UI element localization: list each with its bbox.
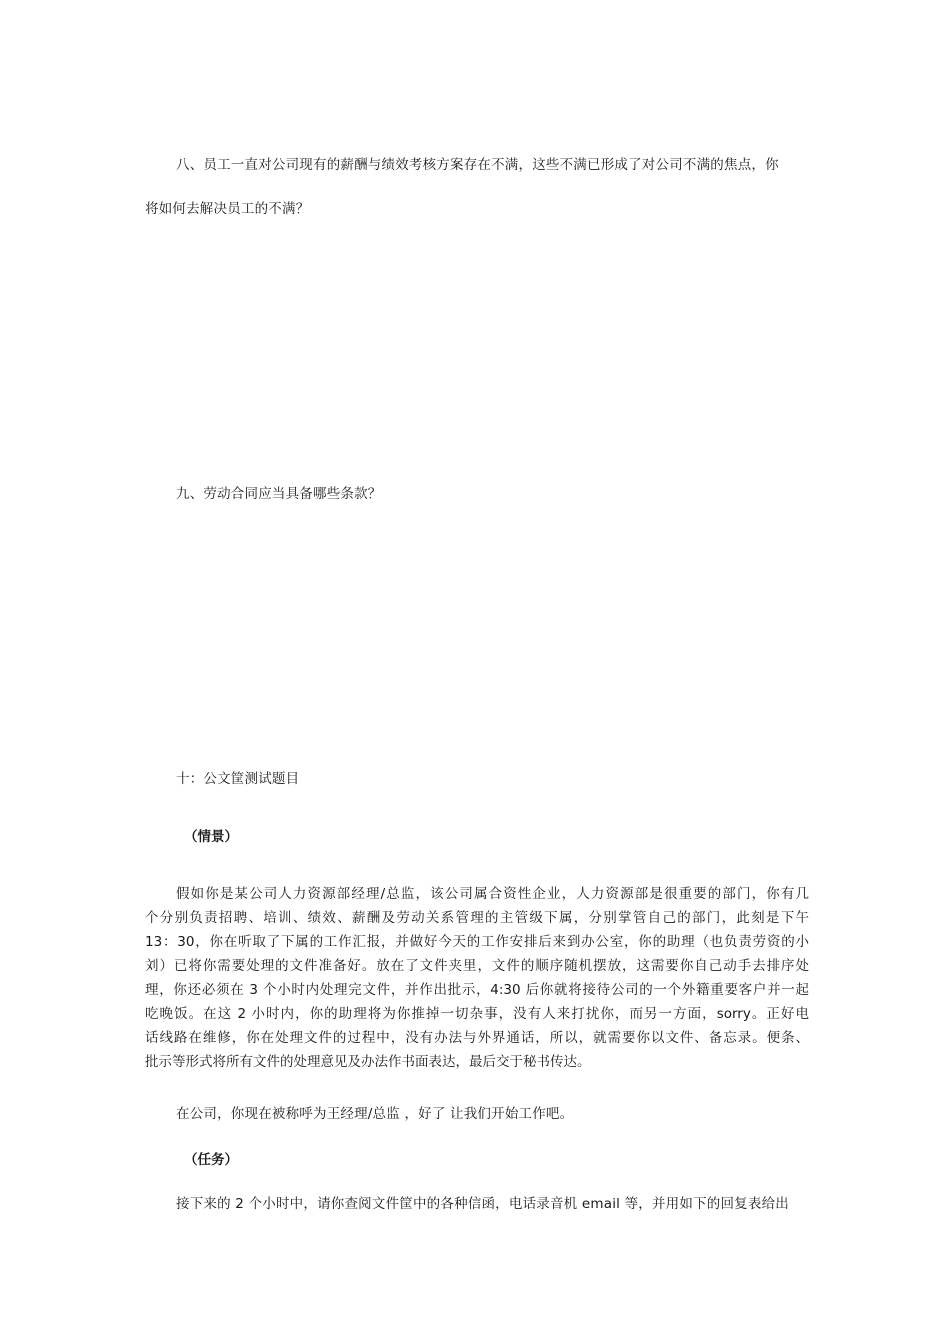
scenario-line: 假如你是某公司人力资源部经理/总监，该公司属合资性企业，人力资源部是很重要的部门，你有几 <box>176 886 809 902</box>
scenario-line: 理，你还必须在 3 个小时内处理完文件，并作出批示，4:30 后你就将接待公司的一个外籍重要客户并一起 <box>145 982 809 998</box>
greeting-line: 在公司，你现在被称呼为王经理/总监 ，好了 让我们开始工作吧。 <box>176 1106 574 1122</box>
scenario-paragraph <box>145 882 809 1074</box>
task-heading: （任务） <box>184 1152 238 1168</box>
scenario-line: 批示等形式将所有文件的处理意见及办法作书面表达，最后交于秘书传达。 <box>145 1054 591 1070</box>
scenario-line: 话线路在维修，你在处理文件的过程中，没有办法与外界通话，所以，就需要你以文件、备忘录。便条、 <box>145 1030 809 1046</box>
task-line: 接下来的 2 个小时中，请你查阅文件筐中的各种信函，电话录音机 email 等，并用如下的回复表给出 <box>176 1196 789 1212</box>
question-10-title: 十：公文筐测试题目 <box>176 771 300 787</box>
question-8-line-2: 将如何去解决员工的不满？ <box>145 201 310 217</box>
scenario-line: 吃晚饭。在这 2 小时内，你的助理将为你推掉一切杂事，没有人来打扰你，而另一方面，sorry。正好电 <box>145 1006 809 1022</box>
scenario-line: 13：30，你在听取了下属的工作汇报，并做好今天的工作安排后来到办公室，你的助理（也负责劳资的小 <box>145 934 809 950</box>
scenario-line: 刘）已将你需要处理的文件准备好。放在了文件夹里，文件的顺序随机摆放，这需要你自己动手去排序处 <box>145 958 809 974</box>
question-9-line-1: 九、劳动合同应当具备哪些条款？ <box>176 486 382 502</box>
scenario-line: 个分别负责招聘、培训、绩效、薪酬及劳动关系管理的主管级下属，分别掌管自己的部门，此刻是下午 <box>145 910 809 926</box>
question-8-line-1: 八、员工一直对公司现有的薪酬与绩效考核方案存在不满，这些不满已形成了对公司不满的焦点，你 <box>176 157 779 173</box>
scenario-heading: （情景） <box>184 829 238 845</box>
